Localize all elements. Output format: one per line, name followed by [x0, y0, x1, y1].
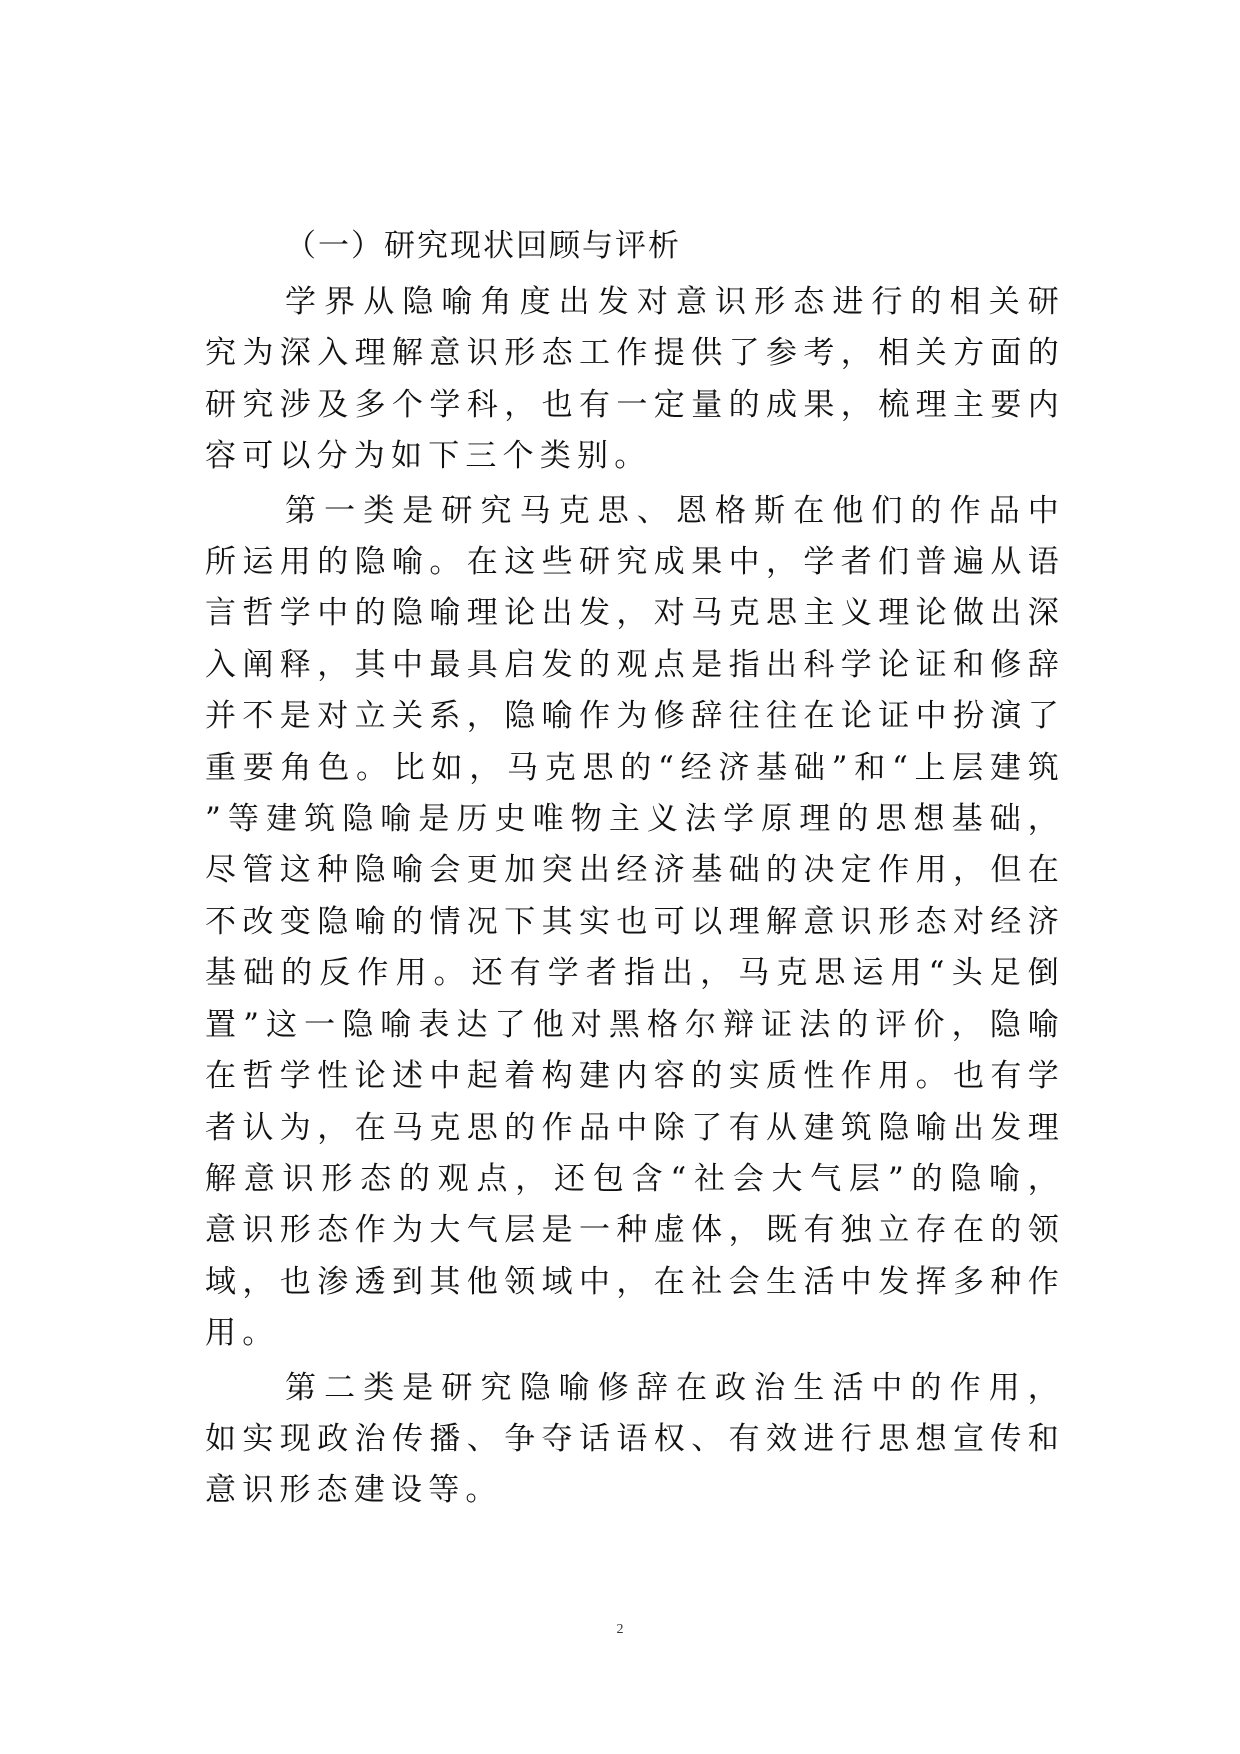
paragraph-category-two: 第二类是研究隐喻修辞在政治生活中的作用，如实现政治传播、争夺话语权、有效进行思想宣传和意识形态建设等。	[205, 1369, 1065, 1509]
page-body	[205, 218, 1065, 1517]
section-heading: （一）研究现状回顾与评析	[285, 228, 681, 264]
paragraph-category-one: 第一类是研究马克思、恩格斯在他们的作品中所运用的隐喻。在这些研究成果中，学者们普遍从语言哲学中的隐喻理论出发，对马克思主义理论做出深入阐释，其中最具启发的观点是指出科学论证和修辞并不是对立关系，隐喻作为修辞往往在论证中扮演了重要角色。比如，马克思的“经济基础”和“上层建筑”等建筑隐喻是历史唯物主义法学原理的思想基础，尽管这种隐喻会更加突出经济基础的决定作用，但在不改变隐喻的情况下其实也可以理解意识形态对经济基础的反作用。还有学者指出，马克思运用“头足倒置”这一隐喻表达了他对黑格尔辩证法的评价，隐喻在哲学性论述中起着构建内容的实质性作用。也有学者认为，在马克思的作品中除了有从建筑隐喻出发理解意识形态的观点，还包含“社会大气层”的隐喻，意识形态作为大气层是一种虚体，既有独立存在的领域，也渗透到其他领域中，在社会生活中发挥多种作用。	[205, 492, 1065, 1352]
paragraph-intro: 学界从隐喻角度出发对意识形态进行的相关研究为深入理解意识形态工作提供了参考，相关方面的研究涉及多个学科，也有一定量的成果，梳理主要内容可以分为如下三个类别。	[205, 284, 1065, 475]
page-number: 2	[616, 1622, 624, 1637]
